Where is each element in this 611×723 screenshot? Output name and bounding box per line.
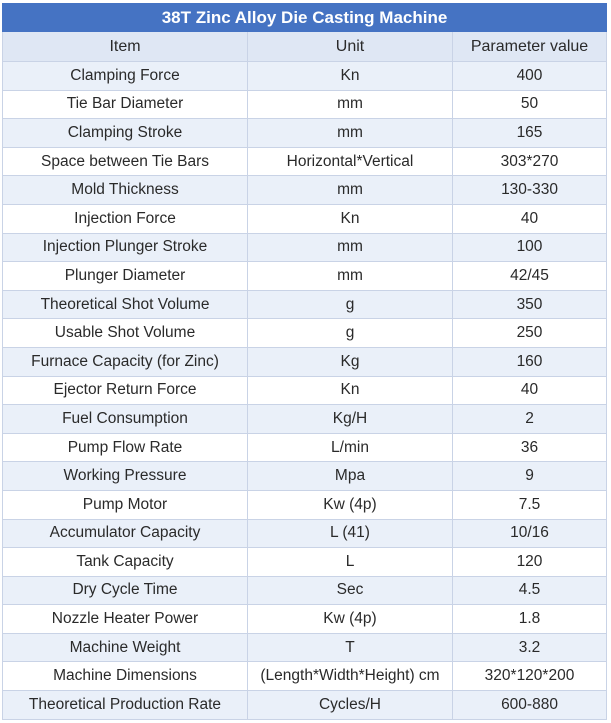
cell-unit: Sec — [248, 576, 453, 605]
cell-unit: Horizontal*Vertical — [248, 147, 453, 176]
cell-unit: T — [248, 633, 453, 662]
cell-item: Injection Force — [3, 204, 248, 233]
cell-item: Furnace Capacity (for Zinc) — [3, 347, 248, 376]
cell-value: 42/45 — [453, 262, 607, 291]
cell-unit: Kg — [248, 347, 453, 376]
table-row — [3, 262, 607, 291]
cell-value: 303*270 — [453, 147, 607, 176]
column-header-unit: Unit — [248, 32, 453, 62]
cell-value: 130-330 — [453, 176, 607, 205]
table-row — [3, 347, 607, 376]
cell-value: 3.2 — [453, 633, 607, 662]
cell-item: Pump Flow Rate — [3, 433, 248, 462]
cell-item: Tank Capacity — [3, 548, 248, 577]
table-row — [3, 147, 607, 176]
cell-value: 165 — [453, 119, 607, 148]
cell-unit: Mpa — [248, 462, 453, 491]
cell-value: 50 — [453, 90, 607, 119]
cell-item: Clamping Force — [3, 62, 248, 91]
table-row — [3, 490, 607, 519]
cell-item: Theoretical Production Rate — [3, 691, 248, 720]
table-row — [3, 233, 607, 262]
cell-unit: mm — [248, 262, 453, 291]
table-row — [3, 519, 607, 548]
cell-unit: Kn — [248, 62, 453, 91]
cell-item: Ejector Return Force — [3, 376, 248, 405]
cell-item: Space between Tie Bars — [3, 147, 248, 176]
cell-value: 1.8 — [453, 605, 607, 634]
cell-value: 600-880 — [453, 691, 607, 720]
cell-unit: g — [248, 290, 453, 319]
cell-unit: Kg/H — [248, 405, 453, 434]
cell-value: 320*120*200 — [453, 662, 607, 691]
cell-value: 400 — [453, 62, 607, 91]
cell-value: 7.5 — [453, 490, 607, 519]
table-row — [3, 605, 607, 634]
cell-value: 36 — [453, 433, 607, 462]
cell-item: Machine Weight — [3, 633, 248, 662]
cell-unit: g — [248, 319, 453, 348]
table-row — [3, 633, 607, 662]
table-row — [3, 691, 607, 720]
cell-item: Usable Shot Volume — [3, 319, 248, 348]
cell-item: Mold Thickness — [3, 176, 248, 205]
cell-unit: mm — [248, 119, 453, 148]
cell-value: 100 — [453, 233, 607, 262]
cell-unit: mm — [248, 90, 453, 119]
spec-table — [2, 3, 607, 720]
cell-item: Tie Bar Diameter — [3, 90, 248, 119]
header-row — [3, 32, 607, 62]
cell-item: Fuel Consumption — [3, 405, 248, 434]
table-row — [3, 319, 607, 348]
cell-unit: L/min — [248, 433, 453, 462]
cell-value: 9 — [453, 462, 607, 491]
cell-unit: mm — [248, 176, 453, 205]
cell-unit: L (41) — [248, 519, 453, 548]
cell-unit: L — [248, 548, 453, 577]
cell-unit: Kn — [248, 376, 453, 405]
cell-item: Theoretical Shot Volume — [3, 290, 248, 319]
table-row — [3, 119, 607, 148]
cell-value: 160 — [453, 347, 607, 376]
cell-unit: Kw (4p) — [248, 605, 453, 634]
cell-value: 250 — [453, 319, 607, 348]
cell-value: 4.5 — [453, 576, 607, 605]
cell-unit: mm — [248, 233, 453, 262]
cell-item: Accumulator Capacity — [3, 519, 248, 548]
table-body — [3, 62, 607, 720]
table-row — [3, 576, 607, 605]
cell-value: 120 — [453, 548, 607, 577]
table-row — [3, 290, 607, 319]
cell-item: Machine Dimensions — [3, 662, 248, 691]
cell-value: 40 — [453, 204, 607, 233]
cell-item: Working Pressure — [3, 462, 248, 491]
table-row — [3, 662, 607, 691]
cell-value: 350 — [453, 290, 607, 319]
cell-unit: Kn — [248, 204, 453, 233]
cell-unit: Cycles/H — [248, 691, 453, 720]
table-row — [3, 204, 607, 233]
cell-item: Clamping Stroke — [3, 119, 248, 148]
table-row — [3, 176, 607, 205]
cell-item: Dry Cycle Time — [3, 576, 248, 605]
table-row — [3, 548, 607, 577]
cell-item: Nozzle Heater Power — [3, 605, 248, 634]
table-row — [3, 90, 607, 119]
column-header-item: Item — [3, 32, 248, 62]
cell-value: 10/16 — [453, 519, 607, 548]
table-title: 38T Zinc Alloy Die Casting Machine — [3, 4, 607, 32]
cell-value: 2 — [453, 405, 607, 434]
cell-item: Injection Plunger Stroke — [3, 233, 248, 262]
spec-table-container — [2, 3, 606, 720]
table-row — [3, 433, 607, 462]
table-row — [3, 376, 607, 405]
table-row — [3, 462, 607, 491]
cell-item: Plunger Diameter — [3, 262, 248, 291]
cell-item: Pump Motor — [3, 490, 248, 519]
column-header-value: Parameter value — [453, 32, 607, 62]
cell-unit: (Length*Width*Height) cm — [248, 662, 453, 691]
cell-value: 40 — [453, 376, 607, 405]
table-row — [3, 405, 607, 434]
title-row — [3, 4, 607, 32]
table-row — [3, 62, 607, 91]
cell-unit: Kw (4p) — [248, 490, 453, 519]
